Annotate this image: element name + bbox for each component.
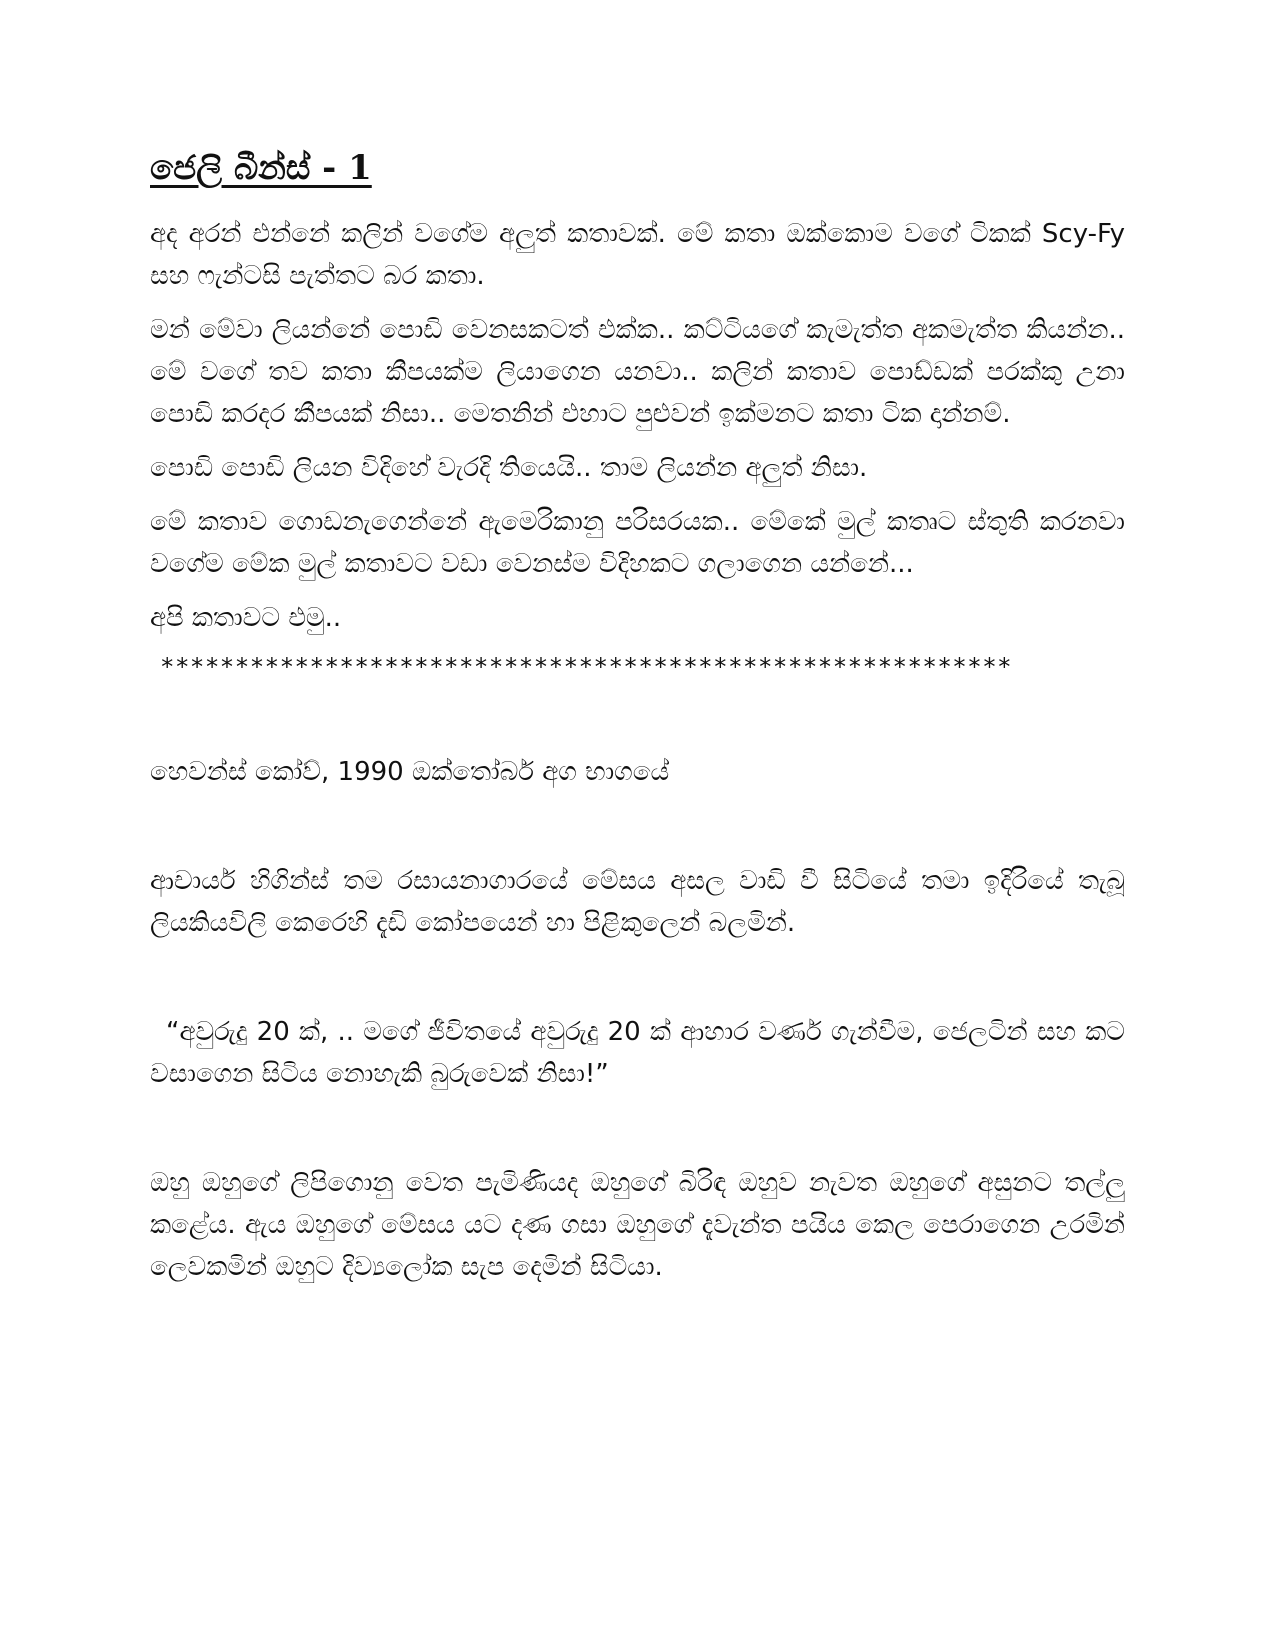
section-separator: *********************************************************: [160, 653, 1013, 681]
intro-paragraph-1: අද අරන් එන්නේ කලින් වගේම අලුත් කතාවක්. මේ කතා ඔක්කොම වගේ ටිකක් Scy-Fy සහ ෆැන්ටසි පැත්තට බර කතා.: [150, 219, 1125, 291]
intro-paragraph-2: මන් මේවා ලියන්නේ පොඩි වෙනසකටත් එක්ක.. කට්ටියගේ කැමැත්ත අකමැත්ත කියන්න.. මේ වගේ තව කතා කීපයක්ම ලියාගෙන යනවා.. කලින් කතාව පොඩ්ඩක් පරක්කු උනා පොඩි කරදර කීපයක් නිසා.. මෙතනින් එහාට පුළුවන් ඉක්මනට කතා ටික දාන්නම්.: [150, 315, 1125, 429]
spacer: [150, 805, 1125, 860]
spacer: [150, 681, 1125, 751]
story-quote: “අවුරුදු 20 ක්, .. මගේ ජීවිතයේ අවුරුදු 20 ක් ආහාර වර්ණ ගැන්වීම, ජෙලටින් සහ කට වසාගෙන සිටිය නොහැකි බුරුවෙක් නිසා!”: [150, 1017, 1125, 1089]
intro-paragraph-4: මේ කතාව ගොඩනැගෙන්නේ ඇමෙරිකානු පරිසරයක.. මේකේ මුල් කතෘට ස්තුති කරනවා වගේම මේක මුල් කතාවට වඩා වෙනස්ම විදිහකට ගලාගෙන යන්නේ...: [150, 507, 1125, 579]
document-page: [150, 145, 1125, 1300]
intro-paragraph-5: අපි කතාවට එමු..: [150, 603, 342, 633]
story-paragraph-1: ආචාර්ය හිගින්ස් තම රසායනාගාරයේ මේසය අසල වාඩි වී සිටියේ තමා ඉදිරියේ තැබූ ලියකියවිලි කෙරෙහි දැඩි කෝපයෙන් හා පිළිකුලෙන් බලමින්.: [150, 866, 1125, 938]
story-paragraph-2: ඔහු ඔහුගේ ලිපිගොනු වෙත පැමිණියද ඔහුගේ බිරිඳ ඔහුව නැවත ඔහුගේ අසුනට තල්ලු කළේය. ඇය ඔහුගේ මේසය යට දණ ගසා ඔහුගේ දැවැන්ත පයිය කෙල පෙරාගෙන උරමින් ලෙවකමින් ඔහුට දිව්‍යලෝක සැප දෙමින් සිටියා.: [150, 1168, 1125, 1282]
setting-line: හෙවන්ස් කෝව්, 1990 ඔක්තෝබර් අග භාගයේ: [150, 757, 670, 787]
intro-paragraph-3: පොඩි පොඩි ලියන විදිහේ වැරදි තියෙයි.. තාම ලියන්න අලුත් නිසා.: [150, 453, 868, 483]
spacer: [150, 956, 1125, 1011]
spacer: [150, 1107, 1125, 1162]
document-title: ජෙලි බීන්ස් - 1: [150, 148, 372, 188]
